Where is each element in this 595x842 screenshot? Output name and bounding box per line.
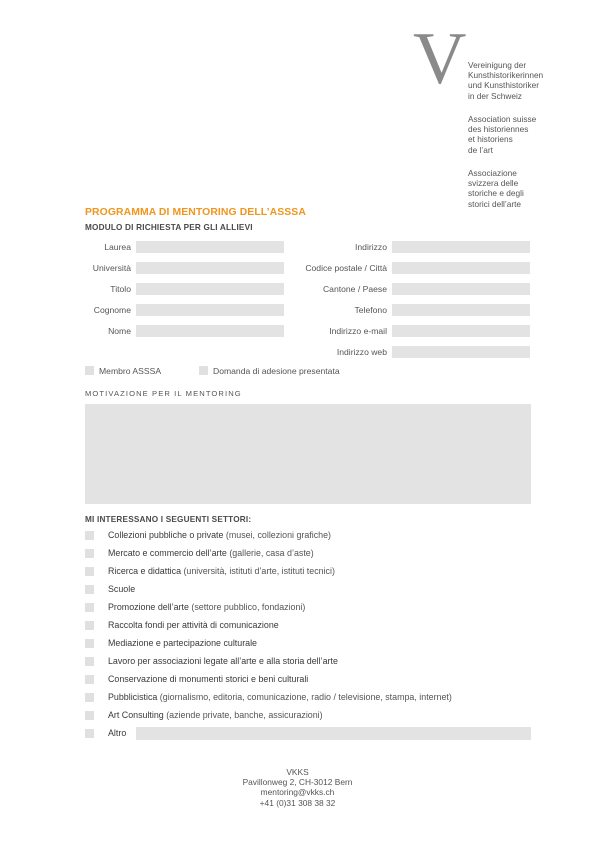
- form-subtitle: MODULO DI RICHIESTA PER GLI ALLIEVI: [85, 223, 253, 232]
- label-telefono: Telefono: [354, 305, 387, 315]
- label-email: Indirizzo e-mail: [329, 326, 387, 336]
- association-line: Vereinigung der: [468, 60, 527, 70]
- interest-label: Mercato e commercio dell’arte: [108, 548, 227, 558]
- label-nome: Nome: [108, 326, 131, 336]
- label-universita: Università: [92, 263, 131, 273]
- label-cantone: Cantone / Paese: [322, 284, 387, 294]
- checkbox-domanda-label: Domanda di adesione presentata: [213, 366, 340, 376]
- interest-checkbox[interactable]: [85, 693, 94, 702]
- field-altro[interactable]: [136, 727, 531, 740]
- field-nome[interactable]: [136, 325, 284, 337]
- label-laurea: Laurea: [104, 242, 131, 252]
- interest-label: Art Consulting: [108, 710, 164, 720]
- interest-checkbox[interactable]: [85, 729, 94, 738]
- field-web[interactable]: [392, 346, 530, 358]
- field-cognome[interactable]: [136, 304, 284, 316]
- field-titolo[interactable]: [136, 283, 284, 295]
- field-indirizzo[interactable]: [392, 241, 530, 253]
- footer: [0, 767, 595, 808]
- association-line: des historiennes: [468, 124, 529, 135]
- field-universita[interactable]: [136, 262, 284, 274]
- interest-label: Mediazione e partecipazione culturale: [108, 638, 257, 648]
- motivation-textarea[interactable]: [85, 404, 531, 504]
- field-laurea[interactable]: [136, 241, 284, 253]
- interest-label: Lavoro per associazioni legate all’arte e alla storia dell’arte: [108, 656, 338, 666]
- motivation-heading: MOTIVAZIONE PER IL MENTORING: [85, 389, 242, 398]
- association-italian: [468, 168, 588, 209]
- interests-heading: MI INTERESSANO I SEGUENTI SETTORI:: [85, 515, 252, 524]
- field-telefono[interactable]: [392, 304, 530, 316]
- association-line: storici dell’arte: [468, 198, 522, 209]
- footer-org: VKKS: [286, 767, 309, 777]
- label-web: Indirizzo web: [336, 347, 387, 357]
- interest-checkbox[interactable]: [85, 621, 94, 630]
- field-codice-postale[interactable]: [392, 262, 530, 274]
- interest-note: (giornalismo, editoria, comunicazione, radio / televisione, stampa, internet): [157, 692, 452, 702]
- association-line: Association suisse: [468, 114, 537, 124]
- footer-phone: +41 (0)31 308 38 32: [259, 797, 336, 808]
- label-indirizzo: Indirizzo: [355, 242, 387, 252]
- association-line: in der Schweiz: [468, 90, 522, 101]
- interest-checkbox[interactable]: [85, 603, 94, 612]
- interest-checkbox[interactable]: [85, 549, 94, 558]
- association-french: [468, 114, 588, 155]
- interest-label: Raccolta fondi per attività di comunicazione: [108, 620, 279, 630]
- interest-label: Altro: [108, 728, 127, 738]
- form-title: PROGRAMMA DI MENTORING DELL’ASSSA: [85, 207, 306, 218]
- association-line: storiche e degli: [468, 188, 524, 199]
- interest-note: (aziende private, banche, assicurazioni): [163, 710, 323, 720]
- interest-checkbox[interactable]: [85, 585, 94, 594]
- interest-label: Conservazione di monumenti storici e beni culturali: [108, 674, 309, 684]
- interest-label: Promozione dell’arte: [108, 602, 189, 612]
- interest-checkbox[interactable]: [85, 567, 94, 576]
- label-cognome: Cognome: [93, 305, 131, 315]
- association-line: Associazione: [468, 168, 517, 178]
- checkbox-membro-label: Membro ASSSA: [99, 366, 162, 376]
- field-cantone[interactable]: [392, 283, 530, 295]
- label-codice-postale: Codice postale / Città: [305, 263, 387, 273]
- interest-checkbox[interactable]: [85, 639, 94, 648]
- association-german: [468, 60, 588, 101]
- interest-label: Pubblicistica: [108, 692, 158, 702]
- interest-checkbox[interactable]: [85, 657, 94, 666]
- label-titolo: Titolo: [110, 284, 131, 294]
- interest-note: (università, istituti d’arte, istituti tecnici): [181, 566, 335, 576]
- interest-label: Collezioni pubbliche o private: [108, 530, 224, 540]
- interest-note: (gallerie, casa d’aste): [226, 548, 314, 558]
- checkbox-domanda[interactable]: [199, 366, 208, 375]
- interest-note: (settore pubblico, fondazioni): [188, 602, 306, 612]
- logo-letter: V: [413, 18, 467, 100]
- association-line: et historiens: [468, 134, 513, 145]
- association-line: Kunsthistorikerinnen: [468, 70, 544, 81]
- interest-checkbox[interactable]: [85, 711, 94, 720]
- footer-email: mentoring@vkks.ch: [260, 787, 335, 798]
- association-line: und Kunsthistoriker: [468, 80, 540, 91]
- field-email[interactable]: [392, 325, 530, 337]
- checkbox-membro[interactable]: [85, 366, 94, 375]
- footer-address: Pavillonweg 2, CH-3012 Bern: [242, 777, 353, 788]
- interest-checkbox[interactable]: [85, 675, 94, 684]
- association-line: svizzera delle: [468, 178, 519, 189]
- interest-note: (musei, collezioni grafiche): [223, 530, 331, 540]
- interest-label: Scuole: [108, 584, 136, 594]
- interest-label: Ricerca e didattica: [108, 566, 182, 576]
- association-line: de l’art: [468, 144, 493, 155]
- interest-checkbox[interactable]: [85, 531, 94, 540]
